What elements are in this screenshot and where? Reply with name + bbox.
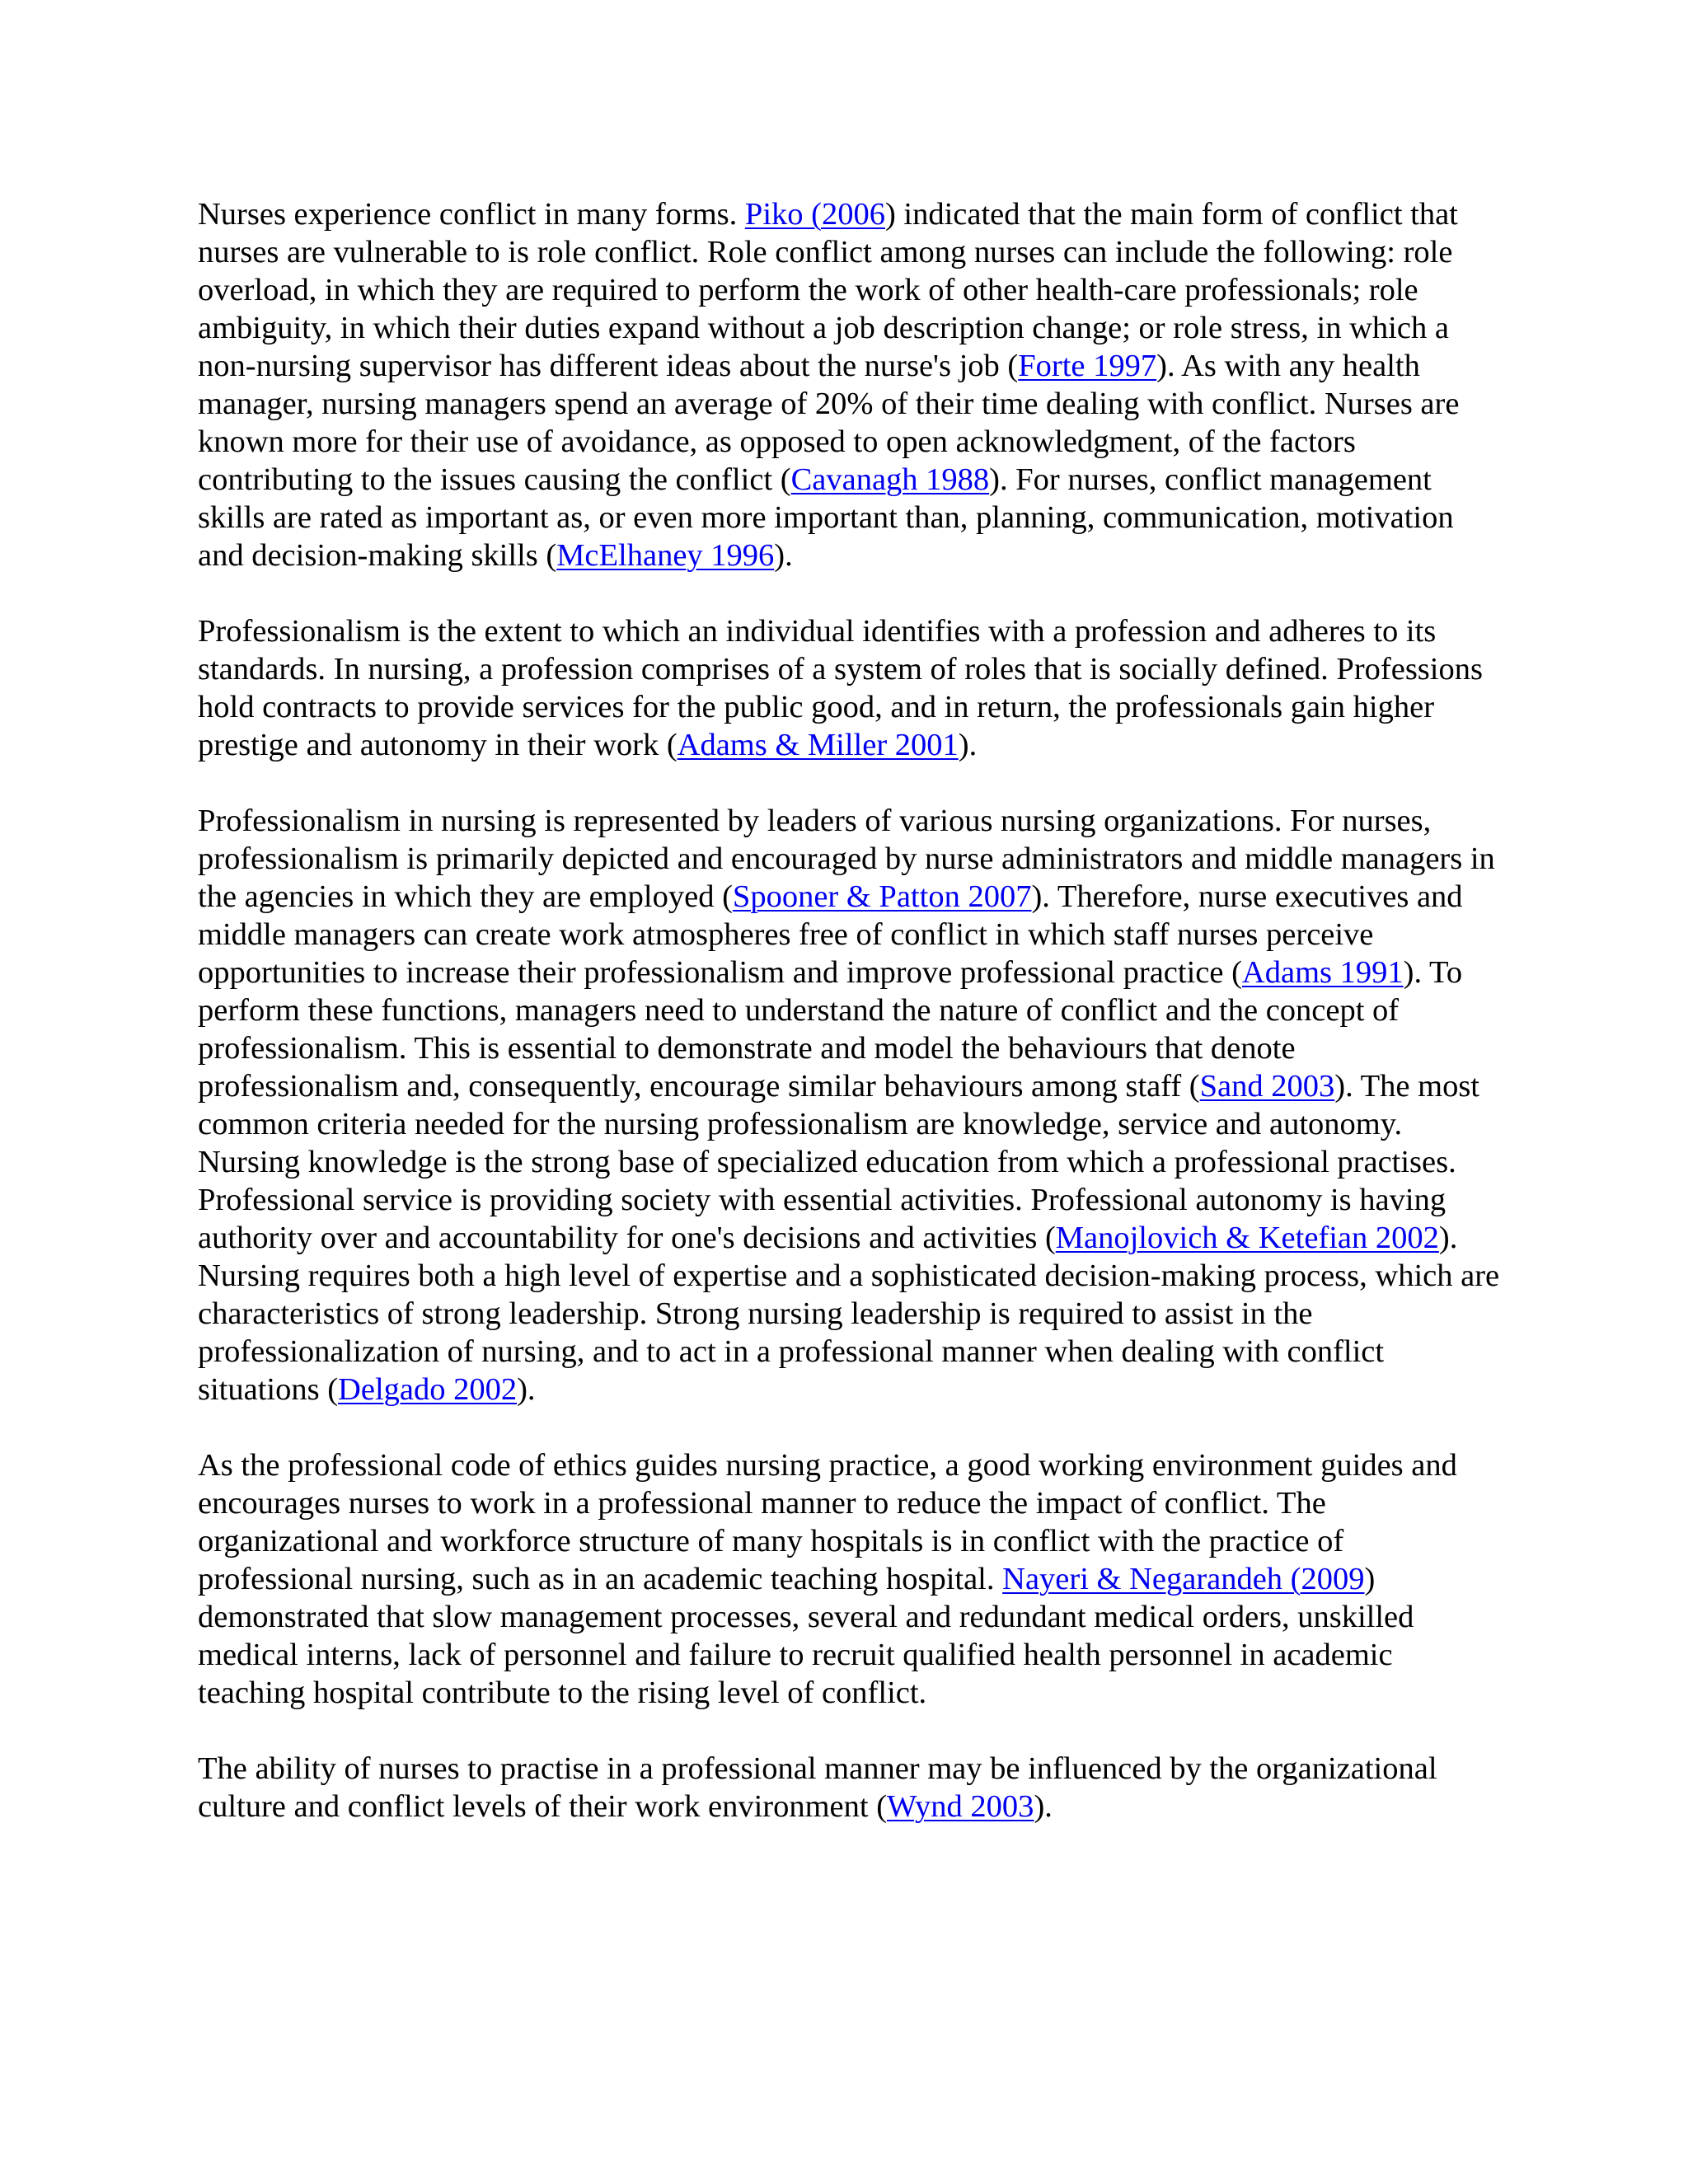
body-text: ).: [958, 728, 978, 762]
body-text: Professionalism in nursing is represented by leaders of various nursing organizations. For nurses, professionalism is primarily depicted and encouraged by nurse administrators and middle managers in the agencies in which they are employed (: [198, 804, 1495, 914]
paragraph: [198, 195, 1502, 574]
body-text: ). As with any health manager, nursing managers spend an average of 20% of their time dealing with conflict. Nurses are known more for their use of avoidance, as opposed to open acknowledgment, of the factors contributing to the issues causing the conflict (: [198, 349, 1460, 497]
body-text: As the professional code of ethics guides nursing practice, a good working environment guides and encourages nurses to work in a professional manner to reduce the impact of conflict. The organizational and workforce structure of many hospitals is in conflict with the practice of professional nursing, such as in an academic teaching hospital.: [198, 1448, 1457, 1596]
document-body: [198, 195, 1502, 1825]
citation-link[interactable]: Sand 2003: [1199, 1069, 1335, 1104]
body-text: Professionalism is the extent to which an individual identifies with a profession and adheres to its standards. In nursing, a profession comprises of a system of roles that is socially defined. Professions hold contracts to provide services for the public good, and in return, the professionals gain higher prestige and autonomy in their work (: [198, 614, 1483, 762]
body-text: ).: [1034, 1789, 1053, 1824]
citation-link[interactable]: Cavanagh 1988: [790, 462, 990, 497]
body-text: ).: [774, 538, 793, 573]
citation-link[interactable]: Forte 1997: [1018, 349, 1157, 383]
citation-link[interactable]: Spooner & Patton 2007: [732, 879, 1032, 914]
citation-link[interactable]: Wynd 2003: [887, 1789, 1034, 1824]
body-text: The ability of nurses to practise in a professional manner may be influenced by the organizational culture and conflict levels of their work environment (: [198, 1751, 1437, 1824]
paragraph: [198, 1750, 1502, 1825]
body-text: ).: [517, 1372, 536, 1407]
citation-link[interactable]: Manojlovich & Ketefian 2002: [1055, 1221, 1439, 1255]
body-text: ). The most common criteria needed for the nursing professionalism are knowledge, service and autonomy. Nursing knowledge is the strong base of specialized education from which a professional practises. Professional service is providing society with essential activities. Professional autonomy is having authority over and accountability for one's decisions and activities (: [198, 1069, 1479, 1255]
citation-link[interactable]: Piko (2006: [744, 197, 885, 232]
body-text: ). Therefore, nurse executives and middle managers can create work atmospheres free of conflict in which staff nurses perceive opportunities to increase their professionalism and improve professional practice (: [198, 879, 1463, 990]
body-text: Nurses experience conflict in many forms.: [198, 197, 745, 232]
body-text: ). Nursing requires both a high level of expertise and a sophisticated decision-making process, which are characteristics of strong leadership. Strong nursing leadership is required to assist in the professionalization of nursing, and to act in a professional manner when dealing with conflict situations (: [198, 1221, 1500, 1407]
citation-link[interactable]: Delgado 2002: [338, 1372, 518, 1407]
paragraph: [198, 612, 1502, 764]
body-text: ). To perform these functions, managers need to understand the nature of conflict and the concept of professionalism. This is essential to demonstrate and model the behaviours that denote professionalism and, consequently, encourage similar behaviours among staff (: [198, 955, 1463, 1104]
paragraph: [198, 1446, 1502, 1712]
paragraph: [198, 802, 1502, 1408]
citation-link[interactable]: Adams 1991: [1241, 955, 1404, 990]
citation-link[interactable]: Adams & Miller 2001: [677, 728, 959, 762]
citation-link[interactable]: McElhaney 1996: [556, 538, 775, 573]
citation-link[interactable]: Nayeri & Negarandeh (2009: [1002, 1562, 1365, 1596]
body-text: ). For nurses, conflict management skills are rated as important as, or even more important than, planning, communication, motivation and decision-making skills (: [198, 462, 1454, 573]
body-text: ) demonstrated that slow management processes, several and redundant medical orders, unskilled medical interns, lack of personnel and failure to recruit qualified health personnel in academic teaching hospital contribute to the rising level of conflict.: [198, 1562, 1414, 1710]
body-text: ) indicated that the main form of conflict that nurses are vulnerable to is role conflict. Role conflict among nurses can include the following: role overload, in which they are required to perform the work of other health-care professionals; role ambiguity, in which their duties expand without a job description change; or role stress, in which a non-nursing supervisor has different ideas about the nurse's job (: [198, 197, 1458, 383]
